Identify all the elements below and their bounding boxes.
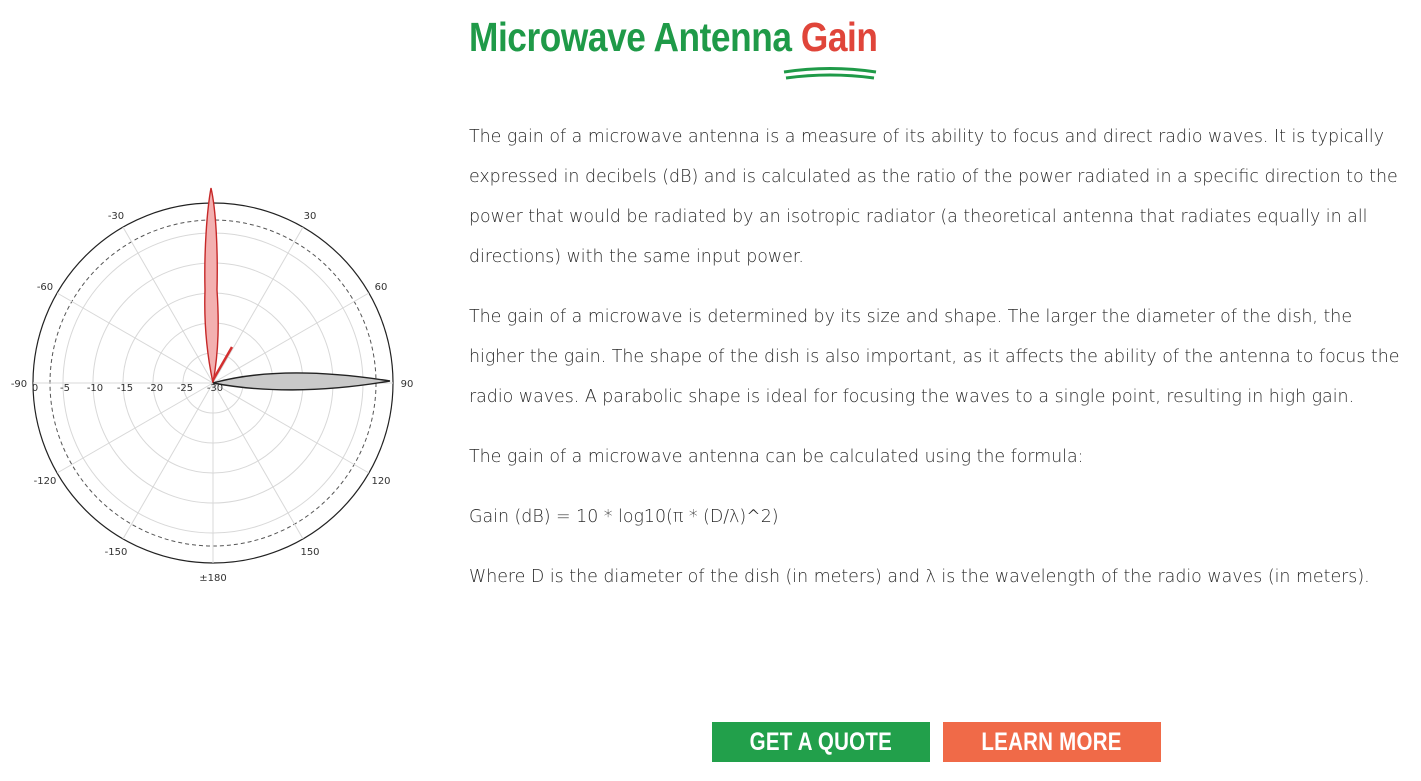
- article-body: [469, 117, 1409, 617]
- horizontal-lobe: [213, 373, 390, 390]
- grid-spoke: [57, 383, 213, 473]
- radial-label: -30: [206, 383, 224, 394]
- grid-spoke: [57, 293, 213, 383]
- radial-label: -25: [176, 383, 194, 394]
- formula: Gain (dB) = 10 * log10(π * (D/λ)^2): [469, 507, 779, 527]
- paragraph-size-shape: The gain of a microwave is determined by its size and shape. The larger the diameter of the dish, the higher the gain. The shape of the dish is also important, as it affects the ability of the antenna to focus the radio waves. A parabolic shape is ideal for focusing the waves to a single point, resulting in high gain.: [469, 307, 1400, 407]
- angle-label: -90: [10, 379, 28, 390]
- polar-radiation-diagram: [0, 170, 430, 590]
- angle-label: 90: [400, 379, 414, 390]
- radial-label: -5: [60, 383, 70, 394]
- angle-label: 150: [300, 547, 320, 559]
- polar-plot: [0, 170, 430, 590]
- radial-label: -10: [86, 383, 104, 394]
- radial-label: -15: [116, 383, 134, 394]
- grid-spoke: [213, 293, 369, 383]
- angle-label: 60: [374, 282, 388, 293]
- angle-label: -30: [107, 210, 125, 222]
- paragraph-formula-intro: The gain of a microwave antenna can be calculated using the formula:: [469, 447, 1084, 467]
- page-title: [469, 14, 878, 61]
- radial-label: -20: [146, 383, 164, 394]
- angle-label: 120: [371, 476, 391, 487]
- title-main: Microwave Antenna: [469, 14, 801, 60]
- learn-more-button[interactable]: [943, 722, 1161, 762]
- angle-label: -150: [104, 547, 128, 559]
- angle-label: -60: [36, 282, 54, 293]
- radial-label: 0: [31, 383, 39, 394]
- get-a-quote-button[interactable]: [712, 722, 930, 762]
- grid-spoke: [213, 383, 303, 539]
- grid-spoke: [123, 383, 213, 539]
- angle-label: 30: [303, 210, 317, 222]
- get-a-quote-label: GET A QUOTE: [749, 727, 893, 756]
- paragraph-variables: Where D is the diameter of the dish (in meters) and λ is the wavelength of the radio waves (in meters).: [469, 567, 1370, 587]
- title-accent: Gain: [800, 14, 878, 60]
- grid-spoke: [213, 383, 369, 473]
- angle-label: -120: [33, 476, 57, 487]
- grid-spoke: [213, 227, 303, 383]
- title-underline-decoration: [782, 66, 878, 82]
- angle-label: ±180: [199, 573, 227, 584]
- grid-spoke: [123, 227, 213, 383]
- learn-more-label: LEARN MORE: [981, 727, 1123, 756]
- paragraph-intro: The gain of a microwave antenna is a measure of its ability to focus and direct radio waves. It is typically expressed in decibels (dB) and is calculated as the ratio of the power radiated in a specific direction to the power that would be radiated by an isotropic radiator (a theoretical antenna that radiates equally in all directions) with the same input power.: [469, 127, 1398, 267]
